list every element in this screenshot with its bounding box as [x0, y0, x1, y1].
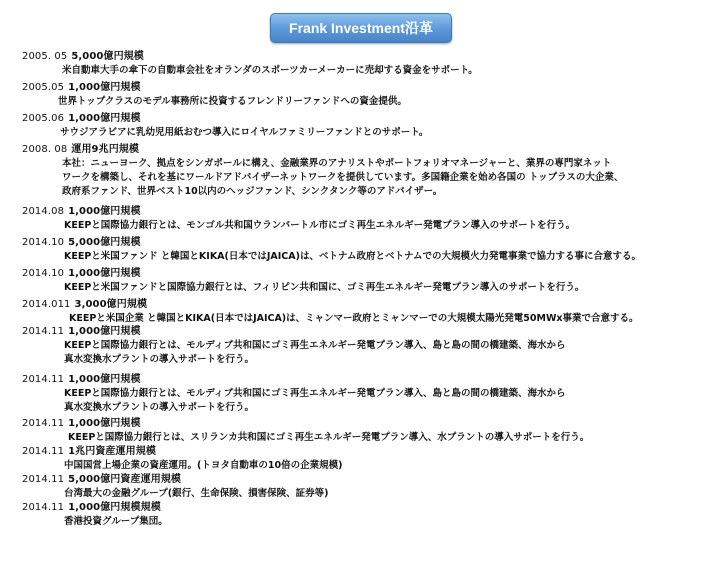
entry-description: 真水変換水プラントの導入サポートを行う。 [64, 354, 255, 365]
entry-header [22, 236, 141, 249]
entry-header [22, 143, 139, 156]
entry-header [22, 473, 181, 486]
entry-header [22, 205, 141, 218]
page-title: Frank Investment沿革 [270, 13, 452, 43]
entry-header [22, 325, 141, 338]
entry-description: KEEPと国際協力銀行とは、モルディブ共和国にゴミ再生エネルギー発電プラン導入、島と島の間の橋建築、海水から [64, 388, 566, 399]
entry-scale: 1,000億円規模 [68, 206, 141, 217]
entry-description: 本社：ニューヨーク、拠点をシンガポールに構え、金融業界のアナリストやポートフォリオマネージャーと、業界の専門家ネット [62, 158, 612, 169]
entry-date: 2005.05 [22, 82, 65, 93]
entry-date: 2014.10 [22, 237, 65, 248]
entry-description: KEEPと米国ファンド と韓国とKIKA(日本ではJAICA)は、ベトナム政府とベトナムでの大規模火力発電事業で協力する事に合意する。 [64, 251, 642, 262]
entry-date: 2014.10 [22, 268, 65, 279]
entry-description: ワークを構築し、それを基にワールドアドバイザーネットワークを提供しています。多国籍企業を始め各国の トップラスの大企業、 [62, 172, 624, 183]
entry-header [22, 112, 141, 125]
entry-header [22, 298, 147, 311]
entry-description: サウジアラビアに乳幼児用紙おむつ導入にロイヤルファミリーファンドとのサポート。 [60, 127, 429, 138]
entry-description: KEEPと国際協力銀行とは、スリランカ共和国にゴミ再生エネルギー発電プラン導入、水プラントの導入サポートを行う。 [68, 432, 590, 443]
entry-description: 世界トップクラスのモデル事務所に投資するフレンドリーファンドへの資金提供。 [58, 96, 407, 107]
entry-date: 2014.11 [22, 446, 65, 457]
entry-header [22, 501, 161, 514]
entry-scale: 1,000億円規模 [68, 418, 141, 429]
entry-scale: 1,000億円規模 [68, 82, 141, 93]
entry-description: 香港投資グループ集団。 [64, 516, 168, 527]
entry-scale: 1,000億円規模規模 [68, 502, 161, 513]
entry-date: 2014.11 [22, 474, 65, 485]
entry-description: KEEPと米国企業 と韓国とKIKA(日本ではJAICA)は、ミャンマー政府とミャンマーでの大規模太陽光発電50MWx事業で合意する。 [69, 313, 639, 324]
entry-description: 台湾最大の金融グループ(銀行、生命保険、損害保険、証券等) [64, 488, 329, 499]
entry-date: 2014.08 [22, 206, 65, 217]
entry-date: 2014.11 [22, 502, 65, 513]
entry-scale: 1,000億円規模 [68, 113, 141, 124]
entry-scale: 運用9兆円規模 [71, 144, 140, 155]
entry-description: 政府系ファンド、世界ベスト10以内のヘッジファンド、シンクタンク等のアドバイザー。 [62, 186, 443, 197]
entry-header [22, 81, 141, 94]
entry-description: 真水変換水プラントの導入サポートを行う。 [64, 402, 255, 413]
entry-scale: 1,000億円規模 [68, 374, 141, 385]
entry-date: 2014.11 [22, 326, 65, 337]
entry-header [22, 50, 144, 63]
entry-scale: 5,000億円規模 [68, 237, 141, 248]
entry-scale: 1,000億円規模 [68, 268, 141, 279]
entry-header [22, 373, 141, 386]
entry-date: 2005.06 [22, 113, 65, 124]
entry-scale: 1兆円資産運用規模 [68, 446, 156, 457]
entry-scale: 3,000億円規模 [74, 299, 148, 310]
entry-date: 2014.11 [22, 374, 65, 385]
entry-date: 2008. 08 [22, 144, 68, 155]
entry-date: 2014.11 [22, 418, 65, 429]
entry-date: 2014.011 [22, 299, 71, 310]
entry-header [22, 445, 156, 458]
entry-description: 中国国営上場企業の資産運用。(トヨタ自動車の10倍の企業規模) [64, 460, 343, 471]
entry-description: KEEPと国際協力銀行とは、モンゴル共和国ウランバートル市にゴミ再生エネルギー発電プラン導入のサポートを行う。 [64, 220, 576, 231]
entry-date: 2005. 05 [22, 51, 68, 62]
entry-scale: 5,000億円資産運用規模 [68, 474, 181, 485]
entry-scale: 1,000億円規模 [68, 326, 141, 337]
entry-description: KEEPと米国ファンドと国際協力銀行とは、フィリピン共和国に、ゴミ再生エネルギー発電プラン導入のサポートを行う。 [64, 282, 585, 293]
entry-header [22, 267, 141, 280]
entry-description: KEEPと国際協力銀行とは、モルディブ共和国にゴミ再生エネルギー発電プラン導入、島と島の間の橋建築、海水から [64, 340, 566, 351]
entry-description: 米自動車大手の傘下の自動車会社をオランダのスポーツカーメーカーに売却する資金をサポート。 [62, 65, 478, 76]
entry-header [22, 417, 141, 430]
entry-scale: 5,000億円規模 [71, 51, 144, 62]
